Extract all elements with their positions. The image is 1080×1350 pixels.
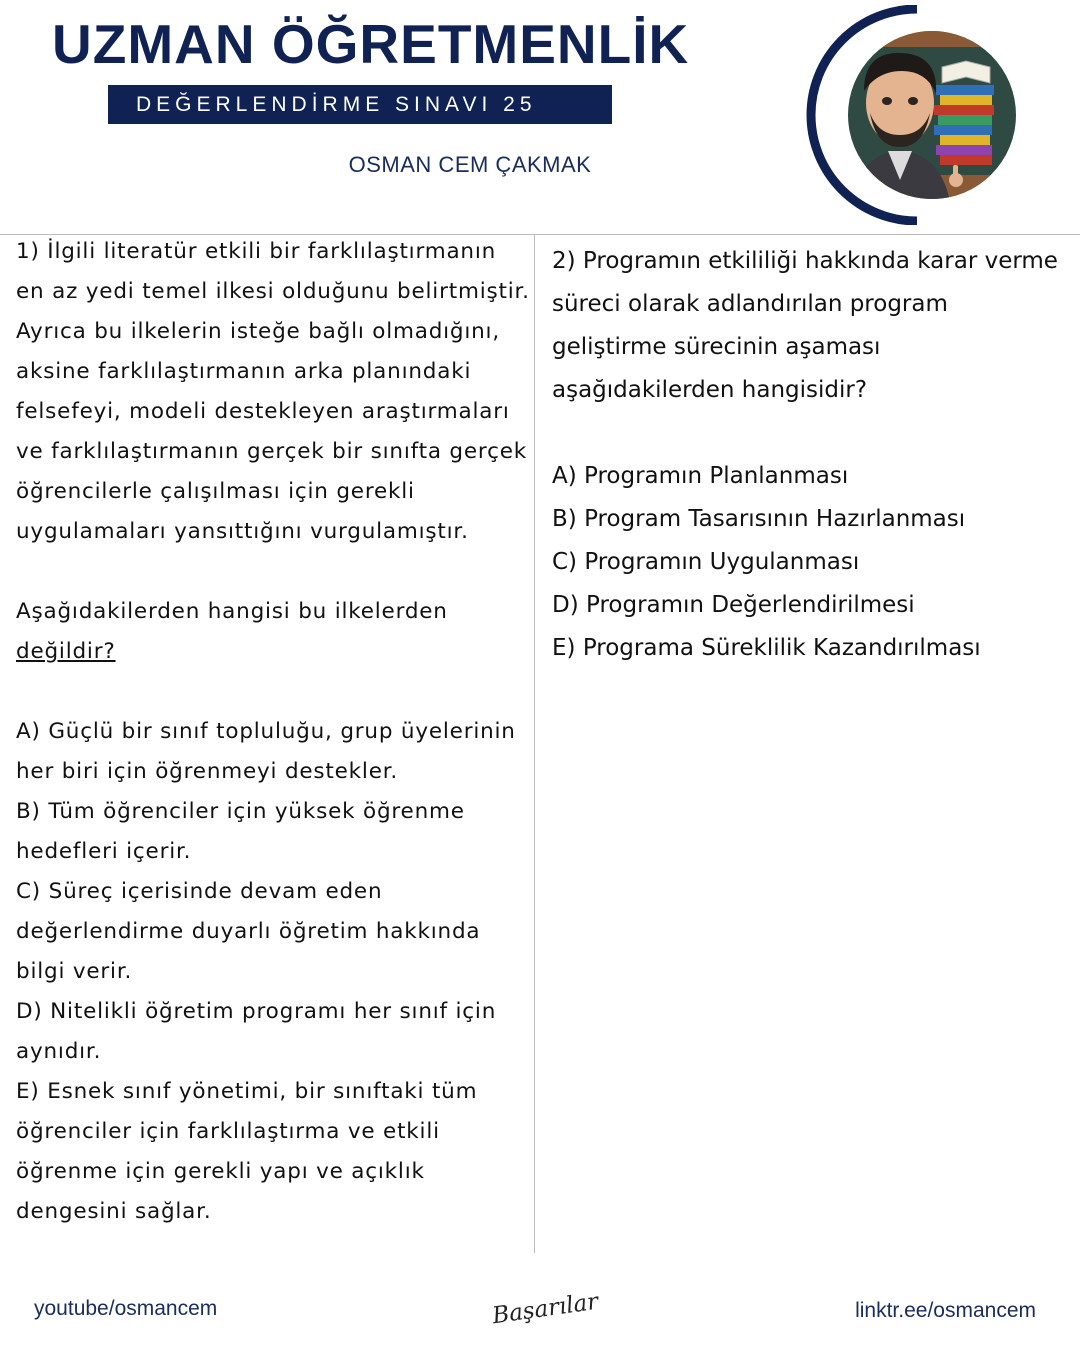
question-1-stem: 1) İlgili literatür etkili bir farklılaştırmanın en az yedi temel ilkesi olduğunu belirtmiştir. Ayrıca bu ilkelerin isteğe bağlı olmadığını, aksine farklılaştırmanın arka planındaki felsefeyi, modeli destekleyen araştırmaları ve farklılaştırmanın gerçek bir sınıfta gerçek öğrencilerle çalışılması için gerekli uygulamaları yansıttığını vurgulamıştır.: [16, 239, 530, 544]
column-divider: [534, 235, 535, 1253]
question-2-option-b: B) Program Tasarısının Hazırlanması: [552, 506, 966, 532]
question-1-option-e: E) Esnek sınıf yönetimi, bir sınıftaki tüm öğrenciler için farklılaştırma ve etkili öğrenme için gerekli yapı ve açıklık dengesini sağlar.: [16, 1079, 478, 1224]
question-2-option-d: D) Programın Değerlendirilmesi: [552, 592, 915, 618]
question-1-prompt-text: Aşağıdakilerden hangisi bu ilkelerden: [16, 599, 448, 624]
question-1-option-a: A) Güçlü bir sınıf topluluğu, grup üyelerinin her biri için öğrenmeyi destekler.: [16, 719, 516, 784]
question-2-option-a: A) Programın Planlanması: [552, 463, 849, 489]
question-1-option-b: B) Tüm öğrenciler için yüksek öğrenme hedefleri içerir.: [16, 799, 465, 864]
question-2-option-e: E) Programa Süreklilik Kazandırılması: [552, 635, 981, 661]
question-1-option-c: C) Süreç içerisinde devam eden değerlendirme duyarlı öğretim hakkında bilgi verir.: [16, 879, 481, 984]
footer-linktree-link[interactable]: linktr.ee/osmancem: [855, 1299, 1036, 1322]
question-1-option-d: D) Nitelikli öğretim programı her sınıf için aynıdır.: [16, 999, 497, 1064]
page-title: UZMAN ÖĞRETMENLİK: [52, 13, 690, 75]
question-2-option-c: C) Programın Uygulanması: [552, 549, 860, 575]
footer-signature: Başarılar: [490, 1288, 600, 1330]
avatar-illustration: [806, 5, 1026, 225]
question-1-prompt: [16, 592, 531, 672]
author-avatar: [806, 5, 1026, 225]
question-1-prompt-emphasis: değildir?: [16, 639, 116, 664]
exam-subtitle-banner: DEĞERLENDİRME SINAVI 25: [108, 85, 612, 124]
question-1: [16, 232, 531, 1232]
question-2-stem: 2) Programın etkililiği hakkında karar verme süreci olarak adlandırılan program geliştirme sürecinin aşaması aşağıdakilerden hangisidir?: [552, 248, 1058, 403]
author-name: OSMAN CEM ÇAKMAK: [348, 152, 592, 177]
question-2: [552, 240, 1067, 670]
footer-youtube-link[interactable]: youtube/osmancem: [34, 1297, 218, 1320]
